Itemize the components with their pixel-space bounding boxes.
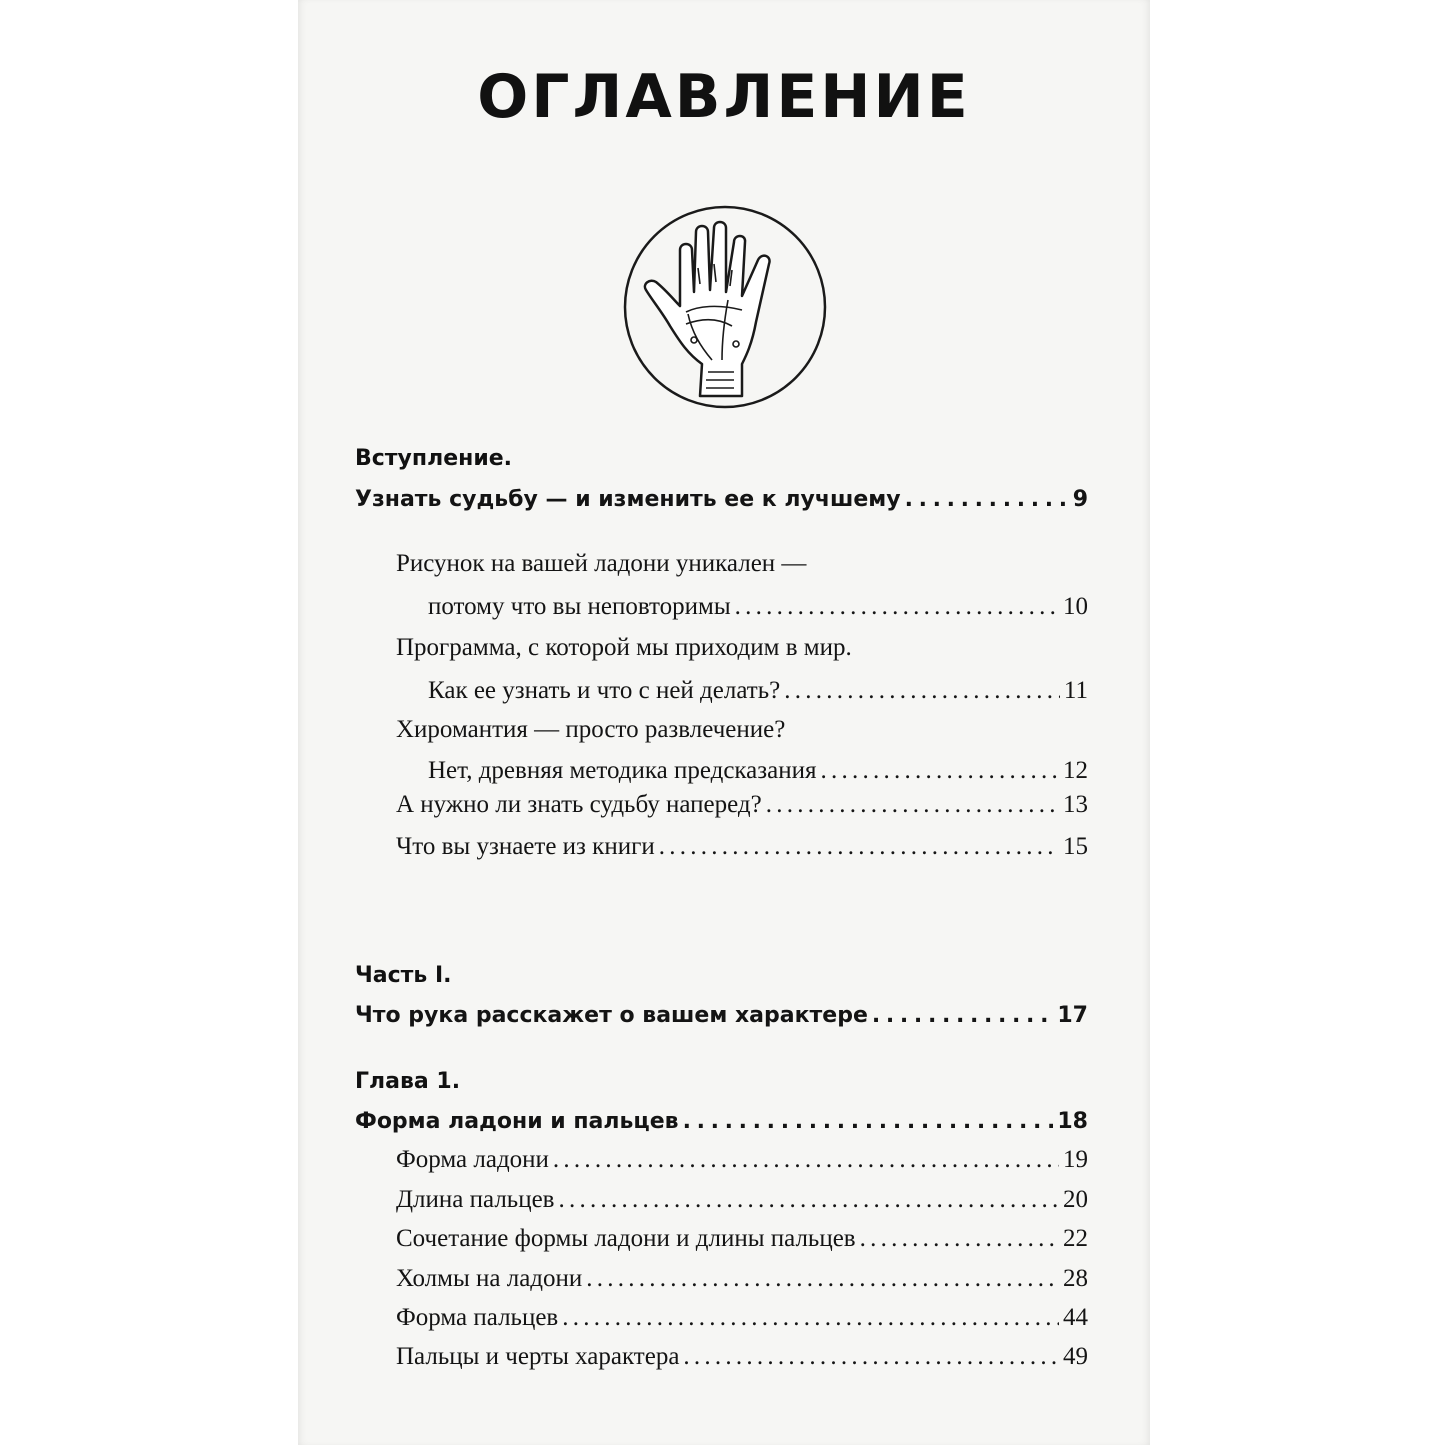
page-title: ОГЛАВЛЕНИЕ	[477, 62, 971, 132]
chapter1-label: Глава 1.	[355, 1069, 461, 1094]
toc-entry-part1[interactable]	[355, 1003, 1088, 1028]
toc-page-number: 13	[1063, 791, 1088, 818]
toc-entry-title: Как ее узнать и что с ней делать?	[428, 677, 781, 704]
toc-page-number: 18	[1057, 1109, 1088, 1134]
leader-dots	[872, 1003, 1054, 1028]
intro-label: Вступление.	[355, 446, 513, 471]
toc-entry-intro-1[interactable]	[428, 593, 1088, 621]
toc-entry-title: Нет, древняя методика предсказания	[428, 757, 817, 784]
toc-entry-intro-4[interactable]	[396, 791, 1088, 819]
toc-entry-intro-2[interactable]	[428, 677, 1088, 705]
toc-page-number: 22	[1063, 1225, 1088, 1252]
toc-entry-line[interactable]: Хиромантия — просто развлечение?	[396, 716, 786, 743]
toc-entry-title: Что вы узнаете из книги	[396, 833, 655, 860]
toc-entry-title: Форма ладони и пальцев	[355, 1109, 679, 1134]
table-of-contents	[298, 0, 1150, 1445]
toc-page-number: 44	[1063, 1304, 1088, 1331]
toc-page-number: 19	[1063, 1146, 1088, 1173]
toc-entry-title: Сочетание формы ладони и длины пальцев	[396, 1225, 856, 1252]
leader-dots	[860, 1225, 1059, 1253]
toc-page-number: 12	[1063, 757, 1088, 784]
toc-entry-title: Что рука расскажет о вашем характере	[355, 1003, 868, 1028]
toc-entry-title: Пальцы и черты характера	[396, 1343, 680, 1370]
leader-dots	[562, 1304, 1059, 1332]
leader-dots	[558, 1186, 1059, 1214]
toc-page-number: 15	[1063, 833, 1088, 860]
toc-entry-title: Форма ладони	[396, 1146, 549, 1173]
toc-entry-ch1-2[interactable]	[396, 1186, 1088, 1214]
toc-entry-title: потому что вы неповторимы	[428, 593, 731, 620]
leader-dots	[905, 487, 1069, 512]
leader-dots	[683, 1343, 1059, 1371]
part1-label: Часть I.	[355, 963, 452, 988]
toc-entry-ch1-3[interactable]	[396, 1225, 1088, 1253]
toc-entry-ch1-4[interactable]	[396, 1265, 1088, 1293]
toc-entry-ch1-1[interactable]	[396, 1146, 1088, 1174]
toc-page-number: 11	[1063, 677, 1088, 704]
toc-entry-intro-3[interactable]	[428, 757, 1088, 785]
leader-dots	[784, 677, 1060, 705]
toc-entry-title: Длина пальцев	[396, 1186, 555, 1213]
toc-entry-title: Узнать судьбу — и изменить ее к лучшему	[355, 487, 901, 512]
leader-dots	[659, 833, 1059, 861]
toc-page-number: 9	[1072, 487, 1088, 512]
leader-dots	[553, 1146, 1059, 1174]
leader-dots	[766, 791, 1059, 819]
leader-dots	[821, 757, 1059, 785]
toc-entry-ch1-5[interactable]	[396, 1304, 1088, 1332]
book-page	[298, 0, 1150, 1445]
toc-entry-title: Форма пальцев	[396, 1304, 559, 1331]
toc-page-number: 10	[1063, 593, 1088, 620]
toc-page-number: 28	[1063, 1265, 1088, 1292]
toc-entry-chapter1[interactable]	[355, 1109, 1088, 1134]
toc-entry-intro-5[interactable]	[396, 833, 1088, 861]
toc-entry-title: А нужно ли знать судьбу наперед?	[396, 791, 762, 818]
toc-entry-intro[interactable]	[355, 487, 1088, 512]
toc-entry-line[interactable]: Рисунок на вашей ладони уникален —	[396, 550, 807, 577]
leader-dots	[586, 1265, 1059, 1293]
toc-entry-line[interactable]: Программа, с которой мы приходим в мир.	[396, 634, 852, 661]
leader-dots	[735, 593, 1059, 621]
toc-page-number: 17	[1057, 1003, 1088, 1028]
toc-page-number: 49	[1063, 1343, 1088, 1370]
toc-entry-title: Холмы на ладони	[396, 1265, 583, 1292]
toc-entry-ch1-6[interactable]	[396, 1343, 1088, 1371]
leader-dots	[683, 1109, 1054, 1134]
toc-page-number: 20	[1063, 1186, 1088, 1213]
